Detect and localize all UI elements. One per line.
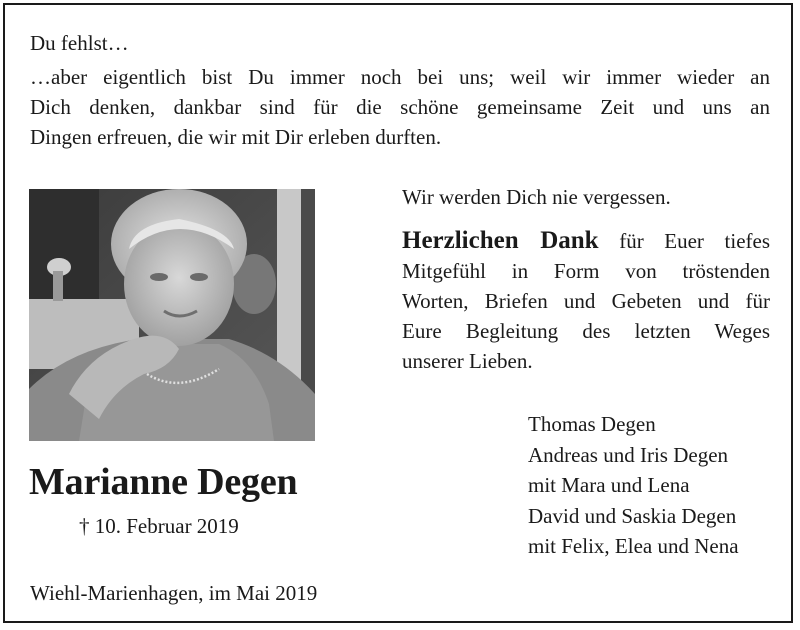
thanks-line: unserer Lieben.: [402, 349, 533, 373]
family-member: Thomas Degen: [528, 412, 656, 436]
thanks-line: Eure Begleitung des letzten Weges: [402, 319, 770, 343]
thanks-line: [402, 226, 770, 256]
family-list: [528, 409, 739, 562]
intro-line: …aber eigentlich bist Du immer noch bei uns; weil wir immer wieder an: [30, 65, 770, 89]
greeting: Du fehlst…: [30, 31, 129, 55]
family-member: Andreas und Iris Degen: [528, 442, 729, 467]
family-member: David und Saskia Degen: [528, 503, 737, 528]
family-member: mit Felix, Elea und Nena: [528, 534, 739, 558]
thanks-line-rest: für Euer tiefes: [619, 229, 771, 253]
intro-line: Dingen erfreuen, die wir mit Dir erleben durften.: [30, 125, 442, 149]
death-date: † 10. Februar 2019: [79, 514, 239, 538]
intro-paragraph: [30, 62, 770, 152]
thanks-line: Worten, Briefen und Gebeten und für: [402, 289, 770, 313]
thanks-line: Mitgefühl in Form von tröstenden: [402, 259, 770, 283]
deceased-name: Marianne Degen: [29, 461, 298, 503]
memory-line: Wir werden Dich nie vergessen.: [402, 185, 671, 209]
thanks-paragraph: [402, 226, 770, 376]
thanks-heading: Herzlichen Dank: [402, 227, 599, 254]
family-member: mit Mara und Lena: [528, 473, 690, 497]
portrait-photo: [29, 189, 315, 441]
place-date: Wiehl-Marienhagen, im Mai 2019: [30, 581, 318, 605]
intro-line: Dich denken, dankbar sind für die schöne gemeinsame Zeit und uns an: [30, 95, 770, 119]
